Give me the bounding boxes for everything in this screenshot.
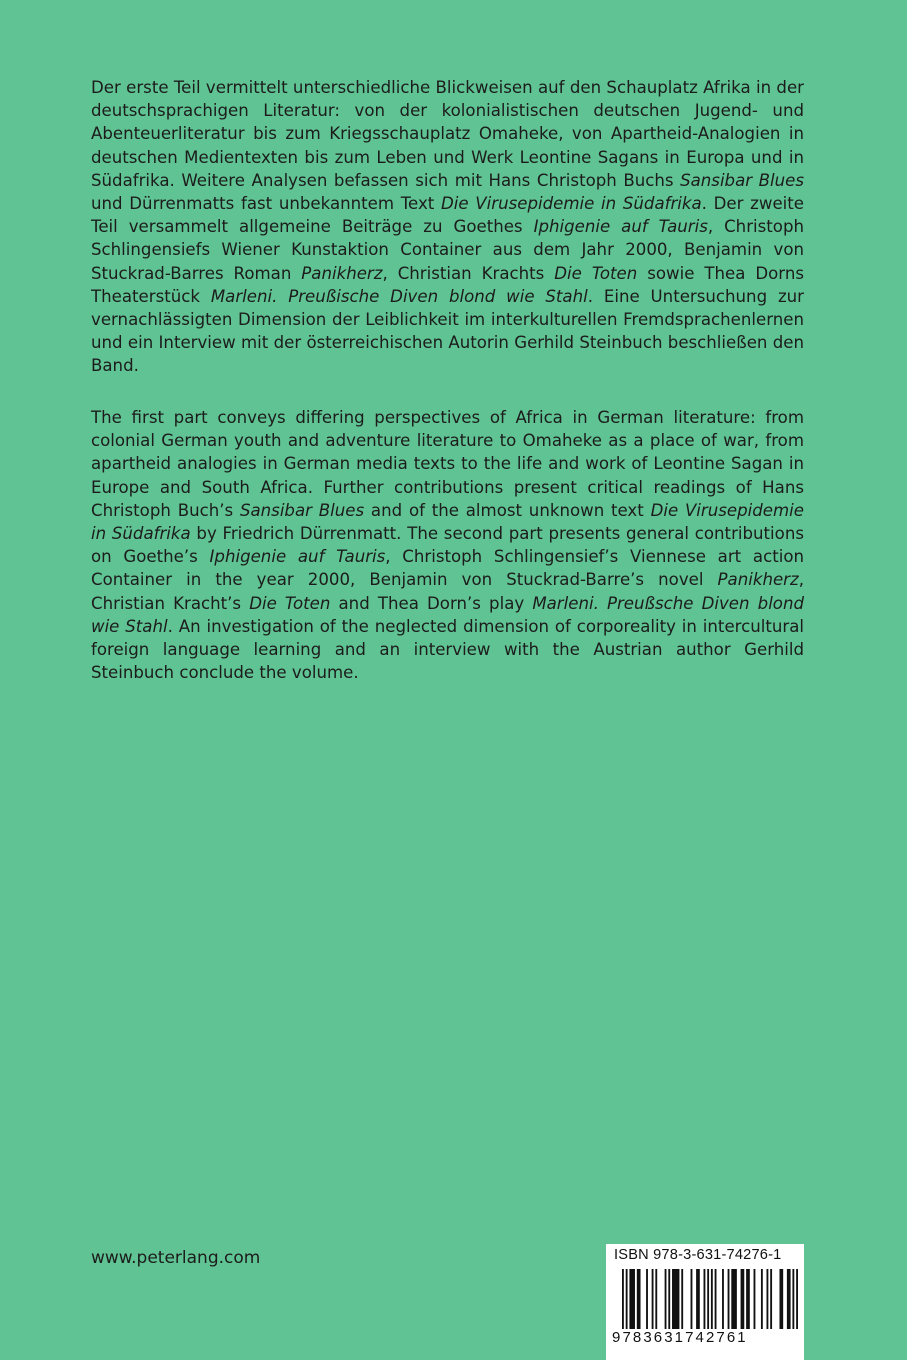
text-run: . Eine Untersuchung zur vernachlässigten Dimension der Leiblichkeit im interkulturellen Fremdsprachenlernen und ein Interview mit der österreichischen Autorin Gerhild Steinbuch beschließen den Band. xyxy=(91,286,804,376)
barcode-bar xyxy=(746,1269,750,1329)
italic-title: Die Virusepidemie in Südafrika xyxy=(441,194,702,214)
text-run: and Thea Dorn’s play xyxy=(330,593,533,613)
barcode-bar xyxy=(731,1269,737,1329)
barcode-bar xyxy=(767,1269,769,1329)
text-run: and of the almost unknown text xyxy=(364,500,651,520)
barcode-bar xyxy=(652,1269,654,1329)
text-run: , Christian Kracht’s xyxy=(91,570,804,613)
barcode-bar xyxy=(668,1269,670,1329)
isbn-barcode-block xyxy=(606,1244,804,1360)
barcode-bar xyxy=(672,1269,679,1329)
text-run: The first part conveys differing perspectives of Africa in German literature: from colonial German youth and adventure literature to Omaheke as a place of war, from apartheid analogies in German media texts to the life and work of Leontine Sagan in Europe and South Africa. Further contributions present critical readings of Hans Christoph Buch’s xyxy=(91,408,804,520)
italic-title: Iphigenie auf Tauris xyxy=(209,547,386,567)
italic-title: Iphigenie auf Tauris xyxy=(533,217,708,237)
barcode-bar xyxy=(637,1269,641,1329)
isbn-label: ISBN 978-3-631-74276-1 xyxy=(614,1247,782,1263)
barcode-bar xyxy=(728,1269,730,1329)
publisher-url[interactable]: www.peterlang.com xyxy=(91,1248,261,1268)
barcode-bar xyxy=(761,1269,763,1329)
italic-title: Sansibar Blues xyxy=(680,170,804,190)
barcode-bar xyxy=(722,1269,724,1329)
barcode-bar xyxy=(681,1269,683,1329)
blurb-german xyxy=(91,76,804,378)
italic-title: Marleni. Preußsche Diven blond wie Stahl xyxy=(91,593,805,636)
italic-title: Panikherz xyxy=(717,570,799,590)
italic-title: Sansibar Blues xyxy=(239,500,365,520)
barcode-bar xyxy=(646,1269,648,1329)
barcode-bar xyxy=(770,1269,772,1329)
text-run: . An investigation of the neglected dimension of corporeality in intercultural foreign language learning and an interview with the Austrian author Gerhild Steinbuch conclude the volume. xyxy=(91,616,804,683)
blurb-english xyxy=(91,406,804,684)
italic-title: Die Toten xyxy=(249,593,331,613)
italic-title: Marleni. Preußische Diven blond wie Stahl xyxy=(210,286,588,306)
barcode-bar xyxy=(696,1269,700,1329)
text-run: , Christoph Schlingensiefs Wiener Kunstaktion Container aus dem Jahr 2000, Benjamin von Stuckrad-Barres Roman xyxy=(91,217,804,283)
blurb-english-paragraph xyxy=(91,406,804,684)
barcode-bar xyxy=(715,1269,717,1329)
text-run: sowie Thea Dorns Theaterstück xyxy=(91,263,804,306)
barcode-bar xyxy=(779,1269,783,1329)
italic-title: Die Virusepidemie in Südafrika xyxy=(91,500,804,544)
text-run: by Friedrich Dürrenmatt. The second part presents general contributions on Goethe’s xyxy=(91,524,804,567)
text-run: Der erste Teil vermittelt unterschiedliche Blickweisen auf den Schauplatz Afrika in der deutschsprachigen Literatur: von der kolonialistischen deutschen Jugend- und Abenteuerliteratur bis zum Kriegsschauplatz Omaheke, von Apartheid-Analogien in deutschen Medientexten bis zum Leben und Werk Leontine Sagans in Europa und in Südafrika. Weitere Analysen befassen sich mit Hans Christoph Buchs xyxy=(91,78,804,190)
barcode-digits: 9783631742761 xyxy=(612,1329,800,1346)
barcode-bar xyxy=(704,1269,706,1329)
barcode-bar xyxy=(629,1269,635,1329)
barcode-bar xyxy=(655,1269,657,1329)
text-run: , Christoph Schlingensief’s Viennese art action Container in the year 2000, Benjamin von Stuckrad-Barre’s novel xyxy=(91,547,804,590)
barcode-bar xyxy=(787,1269,791,1329)
barcode-bar xyxy=(741,1269,745,1329)
barcode-bar xyxy=(665,1269,667,1329)
text-run: , Christian Krachts xyxy=(382,263,555,283)
text-run: . Der zweite Teil versammelt allgemeine Beiträge zu Goethes xyxy=(91,194,804,237)
italic-title: Die Toten xyxy=(554,263,638,283)
barcode-bar xyxy=(754,1269,756,1329)
barcode-bar xyxy=(691,1269,693,1329)
italic-title: Panikherz xyxy=(301,263,383,283)
blurb-german-paragraph xyxy=(91,76,804,378)
text-run: und Dürrenmatts fast unbekanntem Text xyxy=(91,194,441,214)
